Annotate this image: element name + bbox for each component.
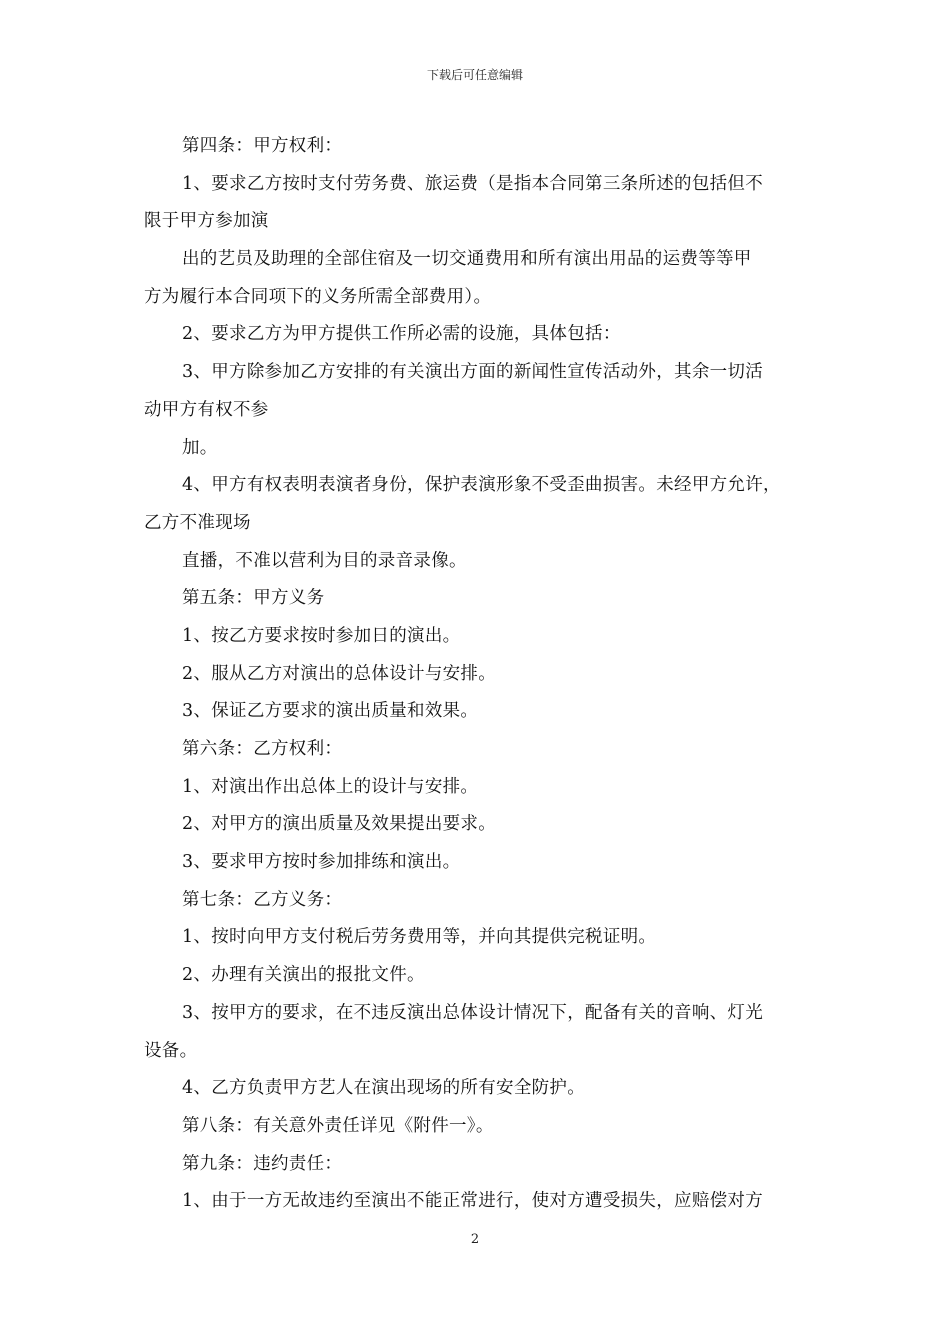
- text-line: 3、甲方除参加乙方安排的有关演出方面的新闻性宣传活动外，其余一切活: [182, 362, 764, 383]
- page-header: 下载后可任意编辑: [426, 68, 523, 82]
- text-line: 设备。: [144, 1040, 198, 1061]
- text-line: 第四条：甲方权利：: [182, 136, 343, 156]
- text-line: 出的艺员及助理的全部住宿及一切交通费用和所有演出用品的运费等等甲: [182, 249, 752, 270]
- text-line: 乙方不准现场: [144, 512, 251, 533]
- text-line: 2、对甲方的演出质量及效果提出要求。: [182, 814, 497, 835]
- text-line: 4、乙方负责甲方艺人在演出现场的所有安全防护。: [182, 1078, 586, 1099]
- text-line: 3、按甲方的要求，在不违反演出总体设计情况下，配备有关的音响、灯光: [182, 1002, 764, 1023]
- text-line: 限于甲方参加演: [144, 211, 269, 232]
- document-body: [144, 128, 824, 1221]
- text-line: 加。: [182, 437, 218, 458]
- text-line: 1、按乙方要求按时参加日的演出。: [182, 625, 461, 646]
- text-line: 3、保证乙方要求的演出质量和效果。: [182, 701, 479, 722]
- text-line: 2、要求乙方为甲方提供工作所必需的设施，具体包括：: [182, 324, 621, 345]
- text-line: 第八条：有关意外责任详见《附件一》。: [182, 1115, 494, 1136]
- text-line: 1、按时向甲方支付税后劳务费用等，并向其提供完税证明。: [182, 927, 657, 948]
- text-line: 第六条：乙方权利：: [182, 739, 343, 759]
- text-line: 第七条：乙方义务：: [182, 889, 343, 910]
- text-line: 2、服从乙方对演出的总体设计与安排。: [182, 663, 497, 684]
- text-line: 方为履行本合同项下的义务所需全部费用）。: [144, 286, 492, 307]
- text-line: 3、要求甲方按时参加排练和演出。: [182, 852, 461, 873]
- text-line: 第九条：违约责任：: [182, 1153, 343, 1174]
- text-line: 4、甲方有权表明表演者身份，保护表演形象不受歪曲损害。未经甲方允许，: [182, 475, 781, 496]
- text-line: 直播，不准以营利为目的录音录像。: [182, 550, 467, 571]
- text-line: 2、办理有关演出的报批文件。: [182, 965, 425, 986]
- text-line: 第五条：甲方义务: [182, 588, 325, 609]
- text-line: 1、要求乙方按时支付劳务费、旅运费（是指本合同第三条所述的包括但不: [182, 173, 764, 194]
- text-line: 动甲方有权不参: [144, 399, 269, 420]
- page-number: 2: [470, 1232, 480, 1247]
- text-line: 1、由于一方无故违约至演出不能正常进行，使对方遭受损失，应赔偿对方: [182, 1191, 764, 1212]
- text-line: 1、对演出作出总体上的设计与安排。: [182, 776, 479, 797]
